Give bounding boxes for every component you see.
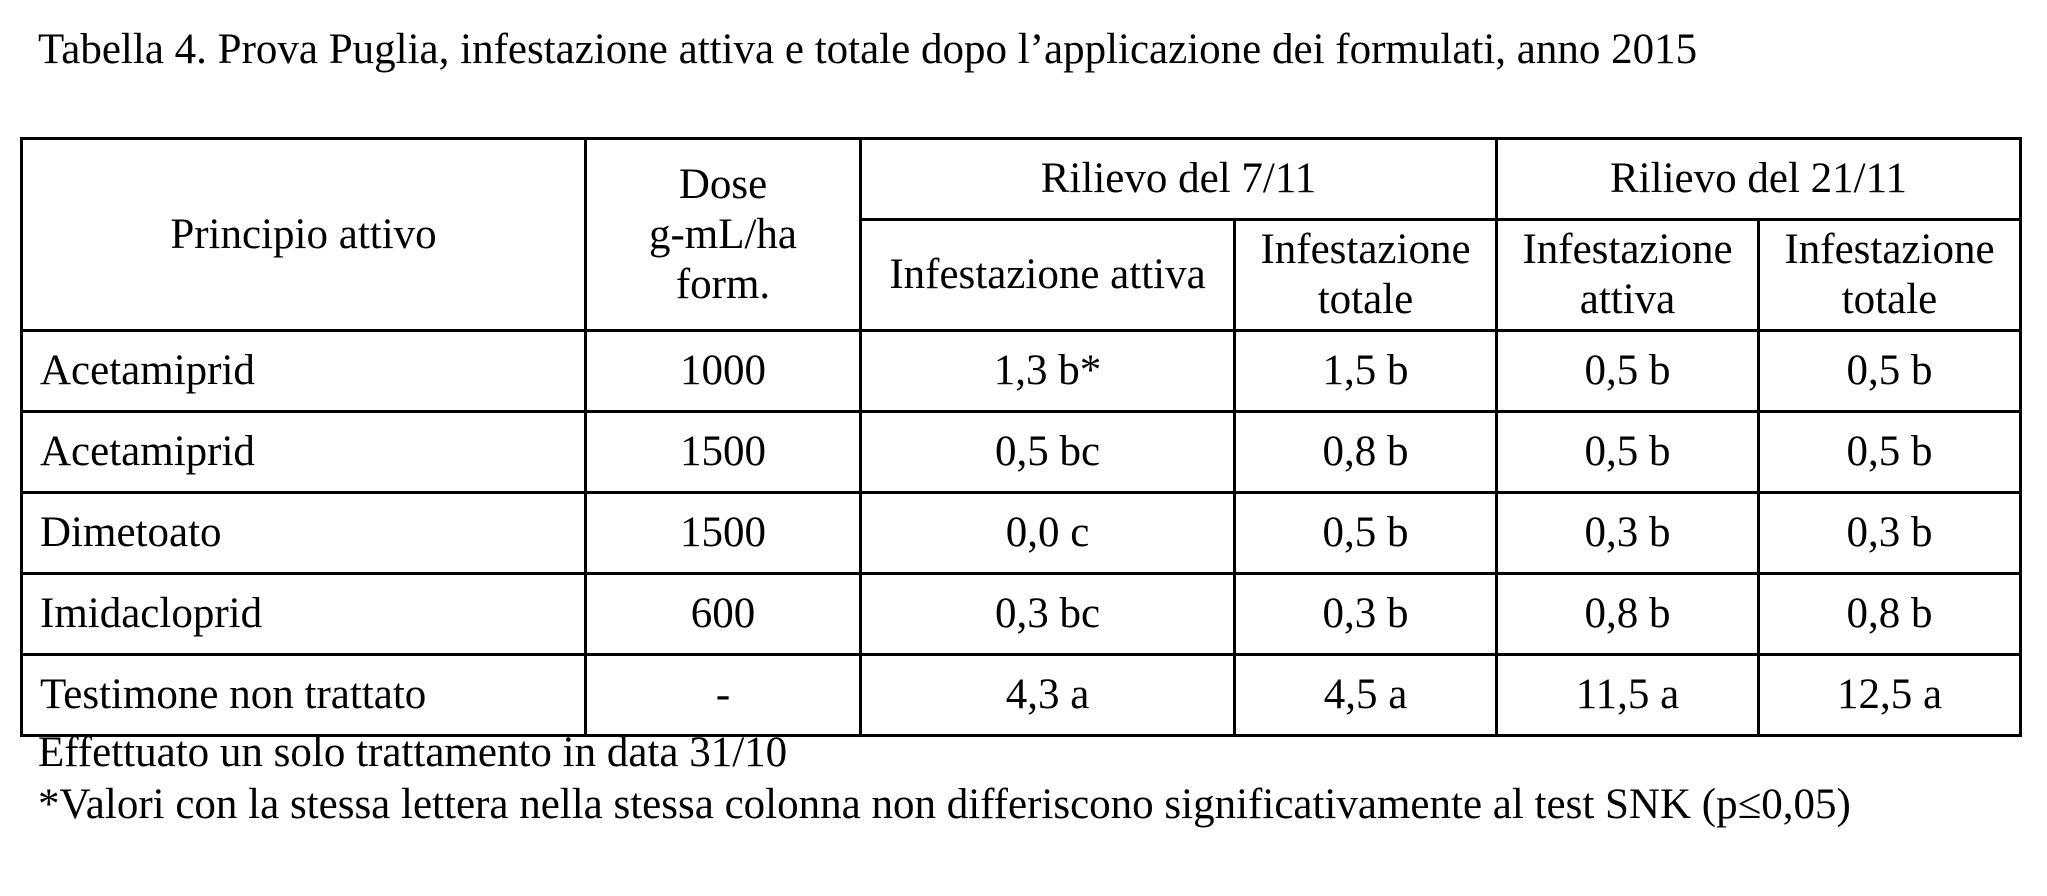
note-significance: *Valori con la stessa lettera nella stessa colonna non differiscono significativamente al test SNK (p≤0,05) (38, 781, 1851, 828)
cell-dose: 1500 (586, 412, 861, 493)
cell-r2-attiva: 0,5 b (1497, 331, 1759, 412)
cell-r1-totale: 4,5 a (1235, 655, 1497, 736)
cell-r1-attiva: 4,3 a (861, 655, 1235, 736)
header-r2-totale-line-1: Infestazione (1784, 226, 1995, 273)
table-caption: Tabella 4. Prova Puglia, infestazione attiva e totale dopo l’applicazione dei formulati, anno 2015 (38, 26, 1698, 73)
cell-r1-totale: 0,8 b (1235, 412, 1497, 493)
header-r1-totale-line-1: Infestazione (1260, 226, 1471, 273)
note-treatment: Effettuato un solo trattamento in data 31/10 (38, 729, 788, 776)
table-row (22, 655, 2021, 736)
cell-r2-totale: 12,5 a (1759, 655, 2021, 736)
table-notes (38, 727, 2000, 831)
cell-r2-attiva: 11,5 a (1497, 655, 1759, 736)
cell-dose: 1500 (586, 493, 861, 574)
cell-dose: 600 (586, 574, 861, 655)
header-dose (586, 139, 861, 331)
cell-principio: Acetamiprid (22, 331, 586, 412)
header-r2-totale-line-2: totale (1841, 276, 1938, 323)
header-principio-attivo: Principio attivo (22, 139, 586, 331)
cell-r1-attiva: 0,5 bc (861, 412, 1235, 493)
cell-r2-totale: 0,5 b (1759, 331, 2021, 412)
header-dose-line-3: form. (675, 260, 771, 308)
header-row-top (22, 139, 2021, 220)
cell-r2-totale: 0,5 b (1759, 412, 2021, 493)
header-r1-infestazione-totale (1235, 220, 1497, 331)
header-r2-infestazione-totale (1759, 220, 2021, 331)
cell-r2-attiva: 0,3 b (1497, 493, 1759, 574)
cell-r1-attiva: 0,3 bc (861, 574, 1235, 655)
results-table (20, 137, 2022, 737)
table-row (22, 331, 2021, 412)
cell-dose: 1000 (586, 331, 861, 412)
header-r1-infestazione-attiva: Infestazione attiva (861, 220, 1235, 331)
cell-principio: Dimetoato (22, 493, 586, 574)
table-row (22, 412, 2021, 493)
cell-r2-totale: 0,3 b (1759, 493, 2021, 574)
table-row (22, 493, 2021, 574)
header-dose-line-2: g-mL/ha (648, 210, 798, 258)
cell-r1-totale: 0,5 b (1235, 493, 1497, 574)
header-rilievo-21-11: Rilievo del 21/11 (1497, 139, 2021, 220)
cell-principio: Imidacloprid (22, 574, 586, 655)
header-r2-attiva-line-2: attiva (1579, 276, 1676, 323)
cell-r1-attiva: 1,3 b* (861, 331, 1235, 412)
cell-r1-totale: 0,3 b (1235, 574, 1497, 655)
header-r1-totale-line-2: totale (1317, 276, 1414, 323)
header-r2-attiva-line-1: Infestazione (1522, 226, 1733, 273)
cell-r1-attiva: 0,0 c (861, 493, 1235, 574)
cell-r1-totale: 1,5 b (1235, 331, 1497, 412)
table-row (22, 574, 2021, 655)
header-rilievo-7-11: Rilievo del 7/11 (861, 139, 1497, 220)
cell-principio: Testimone non trattato (22, 655, 586, 736)
cell-r2-attiva: 0,5 b (1497, 412, 1759, 493)
cell-r2-attiva: 0,8 b (1497, 574, 1759, 655)
header-r2-infestazione-attiva (1497, 220, 1759, 331)
cell-dose: - (586, 655, 861, 736)
cell-r2-totale: 0,8 b (1759, 574, 2021, 655)
cell-principio: Acetamiprid (22, 412, 586, 493)
header-dose-line-1: Dose (678, 160, 768, 208)
